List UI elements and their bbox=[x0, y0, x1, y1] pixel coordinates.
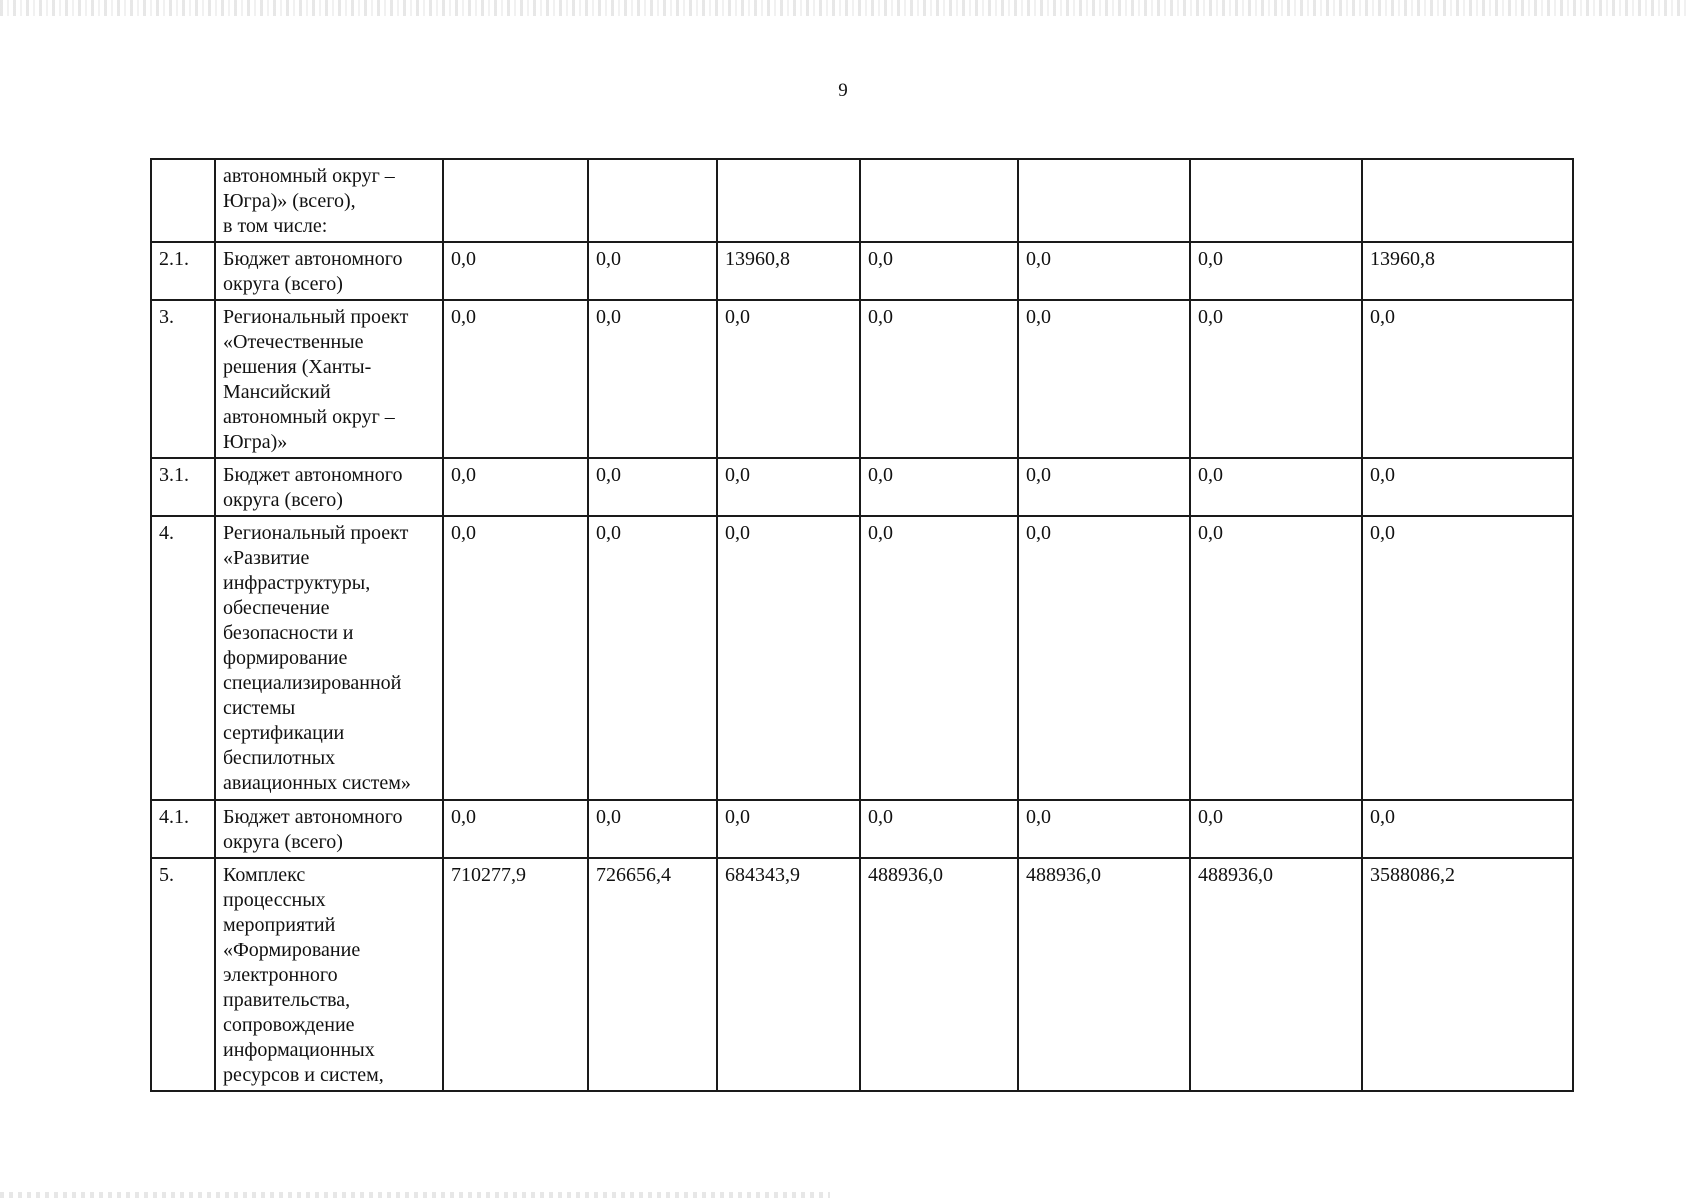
row-name: Бюджет автономного округа (всего) bbox=[215, 242, 443, 300]
table-row bbox=[151, 458, 1573, 516]
value-cell: 0,0 bbox=[588, 242, 717, 300]
value-cell: 13960,8 bbox=[717, 242, 860, 300]
value-cell: 0,0 bbox=[443, 458, 588, 516]
value-cell: 0,0 bbox=[860, 516, 1018, 800]
table-row bbox=[151, 516, 1573, 800]
value-cell bbox=[860, 159, 1018, 242]
value-cell: 0,0 bbox=[1190, 458, 1362, 516]
value-cell: 0,0 bbox=[588, 800, 717, 858]
value-cell: 0,0 bbox=[443, 800, 588, 858]
value-cell: 3588086,2 bbox=[1362, 858, 1573, 1091]
row-name: Бюджет автономного округа (всего) bbox=[215, 458, 443, 516]
row-number: 4. bbox=[151, 516, 215, 800]
value-cell: 488936,0 bbox=[1190, 858, 1362, 1091]
value-cell: 0,0 bbox=[443, 516, 588, 800]
value-cell: 684343,9 bbox=[717, 858, 860, 1091]
table-row bbox=[151, 800, 1573, 858]
value-cell: 0,0 bbox=[717, 300, 860, 458]
row-number: 4.1. bbox=[151, 800, 215, 858]
row-number: 3.1. bbox=[151, 458, 215, 516]
value-cell: 0,0 bbox=[1190, 516, 1362, 800]
row-number: 5. bbox=[151, 858, 215, 1091]
value-cell: 0,0 bbox=[860, 300, 1018, 458]
value-cell: 0,0 bbox=[1190, 242, 1362, 300]
value-cell: 0,0 bbox=[1190, 800, 1362, 858]
value-cell: 0,0 bbox=[588, 458, 717, 516]
value-cell: 0,0 bbox=[717, 516, 860, 800]
value-cell: 488936,0 bbox=[1018, 858, 1190, 1091]
value-cell: 726656,4 bbox=[588, 858, 717, 1091]
value-cell bbox=[1190, 159, 1362, 242]
value-cell: 0,0 bbox=[1018, 300, 1190, 458]
table-row bbox=[151, 159, 1573, 242]
value-cell: 0,0 bbox=[717, 800, 860, 858]
value-cell: 0,0 bbox=[443, 242, 588, 300]
row-name: Комплекс процессных мероприятий «Формирование электронного правительства, сопровождение информационных ресурсов и систем, bbox=[215, 858, 443, 1091]
value-cell: 0,0 bbox=[717, 458, 860, 516]
row-name: Региональный проект «Отечественные решения (Ханты- Мансийский автономный округ – Югра)» bbox=[215, 300, 443, 458]
value-cell bbox=[443, 159, 588, 242]
value-cell bbox=[588, 159, 717, 242]
value-cell: 0,0 bbox=[1362, 300, 1573, 458]
row-name: Бюджет автономного округа (всего) bbox=[215, 800, 443, 858]
value-cell: 0,0 bbox=[588, 516, 717, 800]
value-cell: 0,0 bbox=[1362, 800, 1573, 858]
page-number: 9 bbox=[838, 80, 848, 101]
value-cell: 0,0 bbox=[1362, 458, 1573, 516]
value-cell: 488936,0 bbox=[860, 858, 1018, 1091]
row-name: автономный округ – Югра)» (всего), в том числе: bbox=[215, 159, 443, 242]
row-name: Региональный проект «Развитие инфраструктуры, обеспечение безопасности и формирование специализированной системы сертификации беспилотных авиационных систем» bbox=[215, 516, 443, 800]
value-cell: 0,0 bbox=[1362, 516, 1573, 800]
value-cell bbox=[1362, 159, 1573, 242]
value-cell: 0,0 bbox=[1018, 516, 1190, 800]
value-cell: 0,0 bbox=[860, 800, 1018, 858]
scan-edge-top bbox=[0, 0, 1686, 16]
value-cell bbox=[1018, 159, 1190, 242]
row-number: 3. bbox=[151, 300, 215, 458]
table-row bbox=[151, 242, 1573, 300]
scan-edge-bottom bbox=[0, 1192, 830, 1198]
row-number bbox=[151, 159, 215, 242]
value-cell: 0,0 bbox=[1018, 458, 1190, 516]
value-cell: 13960,8 bbox=[1362, 242, 1573, 300]
value-cell: 710277,9 bbox=[443, 858, 588, 1091]
value-cell: 0,0 bbox=[860, 458, 1018, 516]
value-cell: 0,0 bbox=[860, 242, 1018, 300]
value-cell bbox=[717, 159, 860, 242]
value-cell: 0,0 bbox=[1190, 300, 1362, 458]
value-cell: 0,0 bbox=[443, 300, 588, 458]
table-row bbox=[151, 300, 1573, 458]
row-number: 2.1. bbox=[151, 242, 215, 300]
funding-table bbox=[150, 158, 1574, 1092]
value-cell: 0,0 bbox=[588, 300, 717, 458]
value-cell: 0,0 bbox=[1018, 800, 1190, 858]
value-cell: 0,0 bbox=[1018, 242, 1190, 300]
table-row bbox=[151, 858, 1573, 1091]
